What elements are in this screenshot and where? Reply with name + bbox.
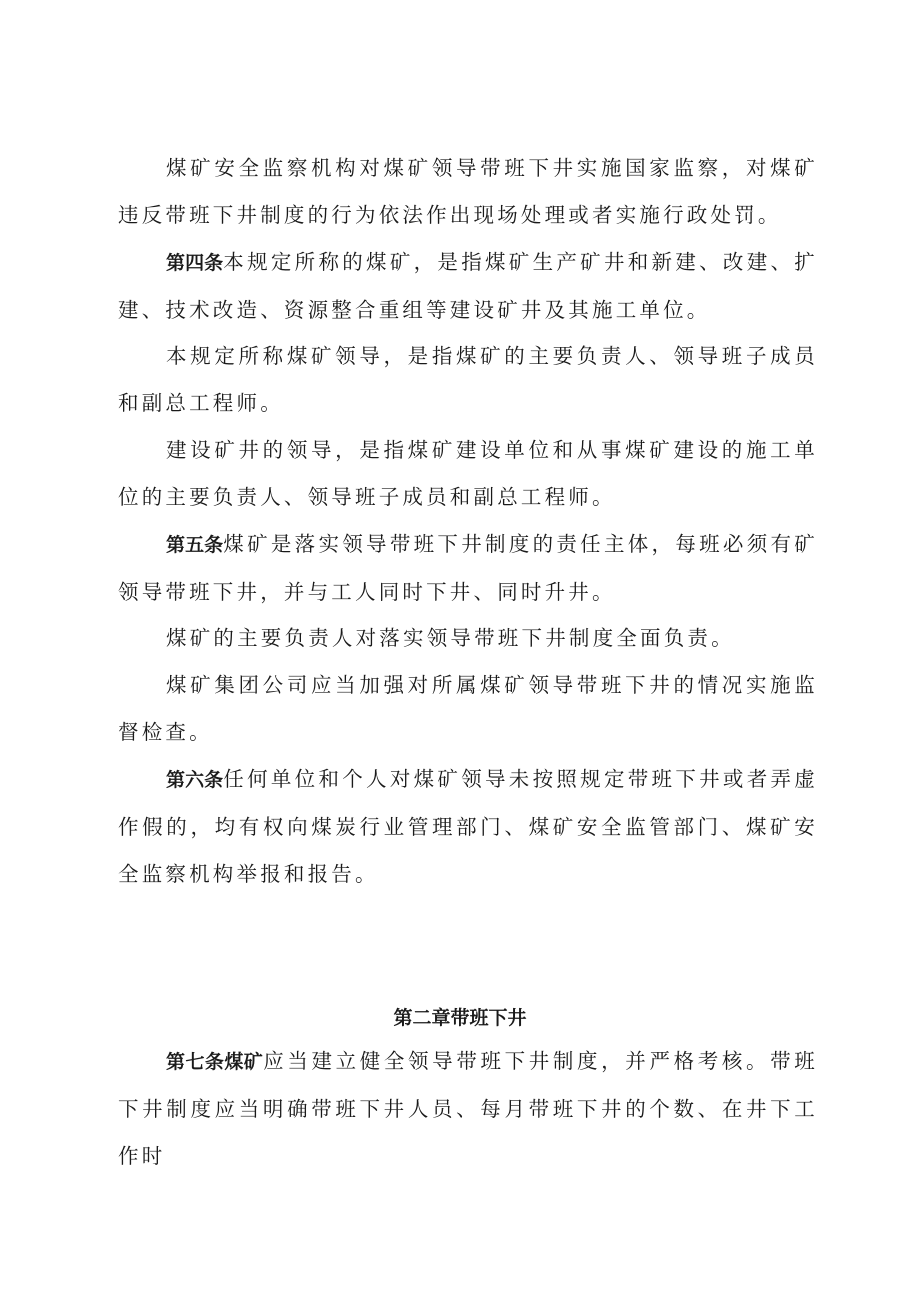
paragraph-text: 任何单位和个人对煤矿领导未按照规定带班下井或者弄虚作假的，均有权向煤炭行业管理部门、煤矿安全监管部门、煤矿安全监察机构举报和报告。 (118, 767, 818, 886)
paragraph-group-company (118, 662, 818, 756)
chapter-heading: 第二章带班下井 (393, 1007, 527, 1029)
paragraph-text: 建设矿井的领导，是指煤矿建设单位和从事煤矿建设的施工单位的主要负责人、领导班子成员和副总工程师。 (118, 438, 818, 509)
paragraph-supervision (118, 145, 818, 239)
paragraph-main-responsible (118, 615, 818, 662)
article-5 (118, 521, 818, 616)
paragraph-text: 本规定所称煤矿领导，是指煤矿的主要负责人、领导班子成员和副总工程师。 (118, 344, 818, 415)
paragraph-construction-leaders (118, 427, 818, 521)
article-7 (118, 1038, 818, 1180)
paragraph-coal-mine-leaders (118, 333, 818, 427)
paragraph-text: 煤矿是落实领导带班下井制度的责任主体，每班必须有矿领导带班下井，并与工人同时下井、同时升井。 (118, 532, 818, 604)
paragraph-text: 本规定所称的煤矿，是指煤矿生产矿井和新建、改建、扩建、技术改造、资源整合重组等建设矿井及其施工单位。 (118, 250, 818, 322)
article-label: 第六条 (166, 769, 224, 791)
article-4 (118, 239, 818, 334)
article-6 (118, 756, 818, 898)
paragraph-text: 煤矿安全监察机构对煤矿领导带班下井实施国家监察，对煤矿违反带班下井制度的行为依法作出现场处理或者实施行政处罚。 (118, 156, 818, 227)
article-label: 第五条 (166, 534, 224, 556)
article-label: 第七条煤矿 (166, 1051, 264, 1073)
paragraph-text: 煤矿集团公司应当加强对所属煤矿领导带班下井的情况实施监督检查。 (118, 673, 818, 744)
article-label: 第四条 (166, 252, 224, 274)
paragraph-text: 煤矿的主要负责人对落实领导带班下井制度全面负责。 (166, 626, 735, 650)
paragraph-text: 应当建立健全领导带班下井制度，并严格考核。带班下井制度应当明确带班下井人员、每月带班下井的个数、在井下工作时 (118, 1049, 818, 1168)
